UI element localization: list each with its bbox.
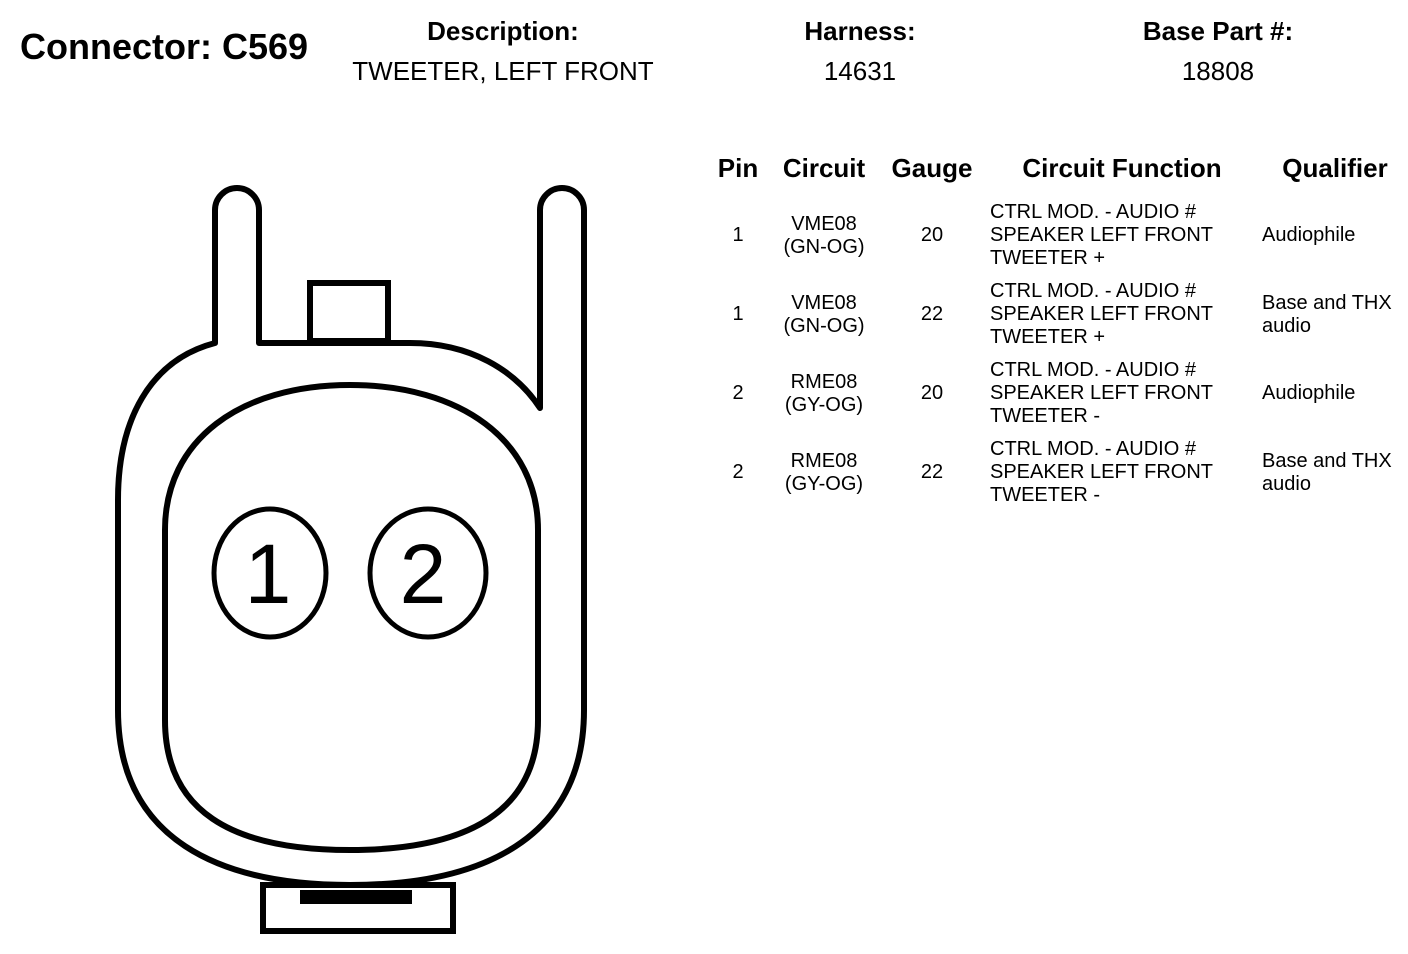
cell-pin: 2 bbox=[732, 382, 744, 404]
base-part-value: 18808 bbox=[1181, 56, 1255, 86]
function-line: SPEAKER LEFT FRONT bbox=[990, 382, 1214, 404]
cell-qualifier bbox=[1262, 275, 1408, 354]
function-line: SPEAKER LEFT FRONT bbox=[990, 461, 1214, 483]
function-line: SPEAKER LEFT FRONT bbox=[990, 303, 1214, 325]
table-row bbox=[710, 196, 1408, 275]
function-line: CTRL MOD. - AUDIO # bbox=[990, 359, 1196, 381]
circuit-code: RME08 bbox=[790, 370, 858, 393]
pin-2-label: 2 bbox=[399, 527, 447, 621]
cell-circuit-function bbox=[982, 433, 1262, 512]
qualifier-line: audio bbox=[1262, 472, 1311, 495]
cell-circuit-function bbox=[982, 275, 1262, 354]
table-row bbox=[710, 433, 1408, 512]
qualifier-line: Audiophile bbox=[1262, 382, 1356, 404]
pin-table bbox=[710, 150, 1408, 512]
header-pin: Pin bbox=[717, 152, 759, 183]
function-line: SPEAKER LEFT FRONT bbox=[990, 224, 1214, 246]
cell-gauge: 22 bbox=[920, 303, 944, 325]
cell-circuit bbox=[766, 433, 882, 512]
cell-qualifier bbox=[1262, 196, 1408, 275]
cell-gauge: 20 bbox=[920, 382, 944, 404]
cell-circuit bbox=[766, 196, 882, 275]
circuit-color: (GY-OG) bbox=[784, 472, 864, 495]
cell-pin: 1 bbox=[732, 303, 744, 325]
connector-inner-cavity bbox=[165, 385, 538, 850]
circuit-code: VME08 bbox=[791, 212, 857, 235]
circuit-color: (GN-OG) bbox=[783, 235, 865, 258]
connector-diagram bbox=[0, 0, 700, 954]
harness-label: Harness: bbox=[804, 16, 916, 46]
pin-1-label: 1 bbox=[244, 527, 292, 621]
function-line: TWEETER - bbox=[990, 405, 1100, 427]
qualifier-line: Base and THX bbox=[1262, 291, 1392, 314]
circuit-code: VME08 bbox=[791, 291, 857, 314]
cell-pin: 1 bbox=[732, 224, 744, 246]
qualifier-line: Base and THX bbox=[1262, 449, 1392, 472]
cell-circuit-function bbox=[982, 354, 1262, 433]
cell-circuit-function bbox=[982, 196, 1262, 275]
function-line: CTRL MOD. - AUDIO # bbox=[990, 280, 1196, 302]
header-qualifier: Qualifier bbox=[1282, 152, 1388, 183]
function-line: CTRL MOD. - AUDIO # bbox=[990, 201, 1196, 223]
circuit-color: (GN-OG) bbox=[783, 314, 865, 337]
cell-gauge: 22 bbox=[920, 461, 944, 483]
connector-title: Connector: C569 bbox=[20, 26, 309, 67]
connector-bottom-latch-bar bbox=[300, 890, 412, 904]
qualifier-line: Audiophile bbox=[1262, 224, 1356, 246]
circuit-color: (GY-OG) bbox=[784, 393, 864, 416]
cell-pin: 2 bbox=[732, 461, 744, 483]
function-line: TWEETER - bbox=[990, 484, 1100, 506]
function-line: TWEETER + bbox=[990, 326, 1106, 348]
circuit-code: RME08 bbox=[790, 449, 858, 472]
header-gauge: Gauge bbox=[891, 152, 973, 183]
harness-value: 14631 bbox=[823, 56, 897, 86]
header-circuit-function: Circuit Function bbox=[1022, 152, 1222, 183]
table-header-row bbox=[710, 150, 1408, 196]
qualifier-line: audio bbox=[1262, 314, 1311, 337]
cell-qualifier bbox=[1262, 433, 1408, 512]
cell-qualifier bbox=[1262, 354, 1408, 433]
base-part-label: Base Part #: bbox=[1142, 16, 1294, 46]
header-circuit: Circuit bbox=[782, 152, 866, 183]
cell-circuit bbox=[766, 354, 882, 433]
description-value: TWEETER, LEFT FRONT bbox=[352, 56, 654, 86]
harness-block bbox=[770, 16, 950, 86]
connector-key-tab bbox=[310, 283, 388, 341]
cell-gauge: 20 bbox=[920, 224, 944, 246]
base-part-block bbox=[1120, 16, 1316, 86]
description-label: Description: bbox=[427, 16, 579, 46]
table-row bbox=[710, 354, 1408, 433]
function-line: TWEETER + bbox=[990, 247, 1106, 269]
cell-circuit bbox=[766, 275, 882, 354]
table-row bbox=[710, 275, 1408, 354]
function-line: CTRL MOD. - AUDIO # bbox=[990, 438, 1196, 460]
